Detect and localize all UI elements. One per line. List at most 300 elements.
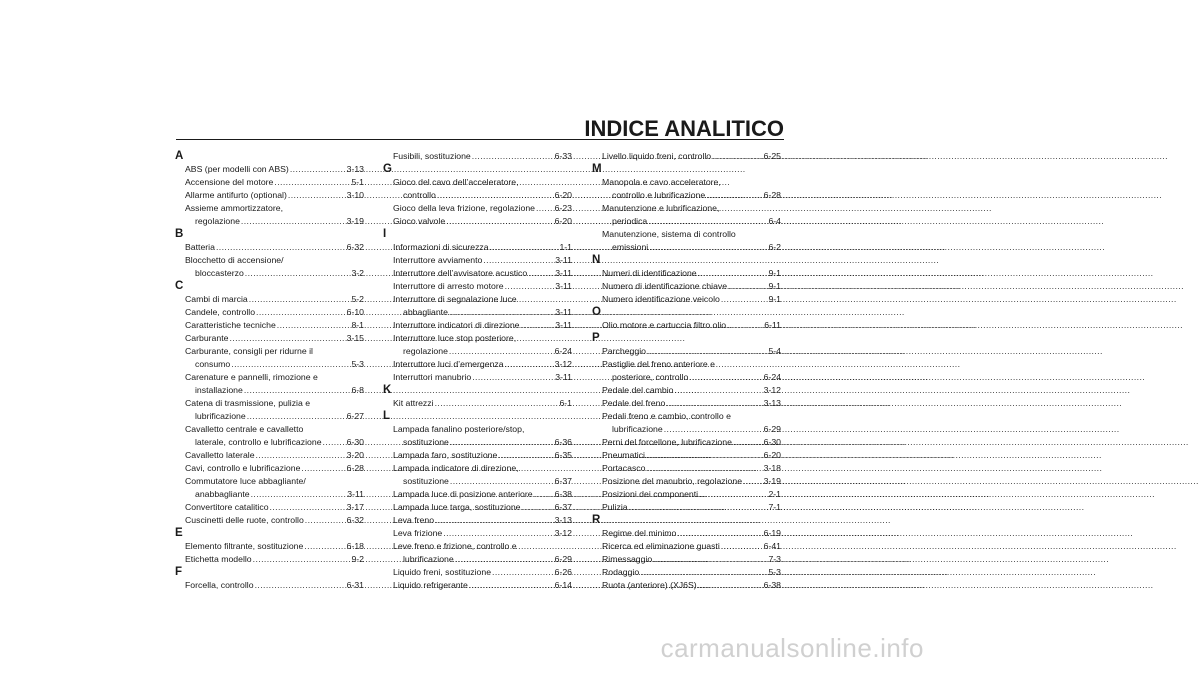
index-entry-line <box>602 553 781 566</box>
index-entry-line <box>393 436 572 449</box>
index-entry-text: Candele, controllo <box>185 307 256 317</box>
index-entry-text: installazione <box>195 385 243 395</box>
dot-leader <box>256 306 346 319</box>
index-entry <box>175 345 364 371</box>
index-entry-line <box>602 540 781 553</box>
index-entry <box>175 475 364 501</box>
index-entry-text: Cuscinetti delle ruote, controllo <box>185 515 304 525</box>
index-entry <box>175 176 364 189</box>
index-entry-text: Blocchetto di accensione/ <box>185 255 284 265</box>
index-entry-line <box>393 553 572 566</box>
index-column-3 <box>592 150 781 592</box>
index-entry-line <box>602 267 781 280</box>
index-entry-text: Interruttore dell’avvisatore acustico <box>393 268 528 278</box>
dot-leader <box>505 280 555 293</box>
index-page-number: 6-11 <box>764 320 781 330</box>
index-entry-line <box>602 202 781 215</box>
index-page-number: 6-20 <box>763 450 781 460</box>
index-entry-line <box>602 228 781 241</box>
index-page-number: 6-10 <box>346 307 364 317</box>
dot-leader <box>721 293 768 306</box>
index-page-number: 3-13 <box>346 164 364 174</box>
dot-leader <box>469 579 554 592</box>
dot-leader <box>274 176 350 189</box>
index-entry-line <box>602 215 781 228</box>
index-entry-text: abbagliante <box>403 307 448 317</box>
index-entry-line <box>185 254 364 267</box>
dot-leader <box>698 579 763 592</box>
index-page-number: 7-1 <box>768 502 781 512</box>
index-entry-text: Pneumatici <box>602 450 645 460</box>
index-entry-line <box>185 371 364 384</box>
dot-leader <box>727 319 763 332</box>
index-entry-text: Ricerca ed eliminazione guasti <box>602 541 720 551</box>
index-letter-heading: I <box>383 228 387 240</box>
index-entry-text: laterale, controllo e lubrificazione <box>195 437 322 447</box>
dot-leader <box>721 540 763 553</box>
index-entry-text: Etichetta modello <box>185 554 252 564</box>
index-entry <box>592 488 781 501</box>
index-entry-line <box>185 436 364 449</box>
dot-leader <box>253 553 351 566</box>
index-entry-line <box>393 241 572 254</box>
dot-leader <box>743 475 763 488</box>
index-letter-heading: M <box>592 163 602 175</box>
index-entry-line <box>185 462 364 475</box>
dot-leader <box>653 553 767 566</box>
index-entry-text: Commutatore luce abbagliante/ <box>185 476 306 486</box>
index-page-number: 3-18 <box>763 463 781 473</box>
index-entry <box>383 462 572 488</box>
index-entry <box>383 150 572 163</box>
index-letter-heading: E <box>175 527 183 539</box>
index-entry-text: Numero identificazione veicolo <box>602 294 720 304</box>
index-entry <box>175 189 364 202</box>
index-page-number: 6-1 <box>559 398 572 408</box>
dot-leader <box>505 358 554 371</box>
index-entry-text: Accensione del motore <box>185 177 274 187</box>
index-page-number: 6-29 <box>554 554 572 564</box>
index-page-number: 6-28 <box>346 463 364 473</box>
index-entry-line <box>393 345 572 358</box>
index-entry-text: ABS (per modelli con ABS) <box>185 164 289 174</box>
index-entry-text: Forcella, controllo <box>185 580 254 590</box>
index-entry-line <box>393 202 572 215</box>
index-letter-heading: K <box>383 384 392 396</box>
index-entry-text: Regime del minimo <box>602 528 677 538</box>
index-entry-line <box>393 488 572 501</box>
index-entry-line <box>602 566 781 579</box>
index-entry-text: Leva frizione <box>393 528 443 538</box>
index-entry-line <box>602 579 781 592</box>
index-entry-text: sostituzione <box>403 476 449 486</box>
index-entry-text: Ruota (anteriore) (XJ6S) <box>602 580 697 590</box>
index-entry-line <box>393 332 572 345</box>
index-entry-line <box>602 488 781 501</box>
index-entry-text: Carenature e pannelli, rimozione e <box>185 372 318 382</box>
index-entry-text: Liquido refrigerante <box>393 580 468 590</box>
index-entry-text: Lampada luce di posizione anteriore <box>393 489 533 499</box>
index-entry <box>383 358 572 371</box>
index-entry-text: Manutenzione e lubrificazione, <box>602 203 720 213</box>
index-entry <box>592 436 781 449</box>
index-page-number: 3-11 <box>555 307 572 317</box>
index-entry-text: Pedali freno e cambio, controllo e <box>602 411 731 421</box>
index-entry <box>175 540 364 553</box>
index-entry-text: lubrificazione <box>403 554 454 564</box>
index-entry-line <box>602 189 781 202</box>
index-page-number: 3-12 <box>763 385 781 395</box>
index-entry-line <box>602 475 781 488</box>
index-entry-line <box>393 397 572 410</box>
index-entry-text: Numero di identificazione chiave <box>602 281 728 291</box>
dot-leader <box>249 293 351 306</box>
index-entry-text: Gioco della leva frizione, regolazione <box>393 203 535 213</box>
index-page-number: 3-11 <box>555 281 572 291</box>
index-entry <box>175 319 364 332</box>
index-entry <box>592 293 781 306</box>
dot-leader <box>247 410 346 423</box>
index-entry <box>592 579 781 592</box>
index-entry-text: Pedale del freno <box>602 398 666 408</box>
dot-leader <box>437 189 554 202</box>
index-entry <box>383 267 572 280</box>
index-entry-text: Lampada luce targa, sostituzione <box>393 502 521 512</box>
index-entry-text: sostituzione <box>403 437 449 447</box>
index-entry-text: emissioni <box>612 242 649 252</box>
index-entry-text: Interruttore luce stop posteriore, <box>393 333 517 343</box>
index-entry <box>175 397 364 423</box>
index-entry-text: controllo e lubrificazione <box>612 190 706 200</box>
index-page-number: 3-13 <box>763 398 781 408</box>
dot-leader <box>646 449 763 462</box>
dot-leader <box>490 241 559 254</box>
index-entry-line <box>602 345 781 358</box>
index-page-number: 3-10 <box>346 190 364 200</box>
dot-leader <box>435 514 554 527</box>
index-entry-text: Rodaggio <box>602 567 640 577</box>
index-entry-text: Interruttore di segnalazione luce <box>393 294 517 304</box>
title-rule <box>176 139 784 140</box>
index-entry-line <box>185 293 364 306</box>
dot-leader <box>666 397 762 410</box>
index-entry-line <box>185 163 364 176</box>
dot-leader <box>536 202 554 215</box>
index-entry-text: Rimessaggio <box>602 554 653 564</box>
dot-leader <box>528 267 554 280</box>
index-entry <box>592 384 781 397</box>
index-entry <box>383 319 572 332</box>
index-entry-line <box>393 462 572 475</box>
index-entry-line <box>185 475 364 488</box>
index-entry-text: regolazione <box>403 346 448 356</box>
index-entry <box>383 397 572 410</box>
dot-leader <box>450 475 554 488</box>
index-entry-text: Interruttore luci d’emergenza <box>393 359 504 369</box>
index-entry-line <box>393 189 572 202</box>
index-entry-line <box>602 358 781 371</box>
index-entry-line <box>602 501 781 514</box>
index-entry-line <box>393 176 572 189</box>
index-entry <box>175 514 364 527</box>
index-entry <box>592 475 781 488</box>
index-entry <box>592 202 781 228</box>
dot-leader <box>305 514 346 527</box>
dot-leader <box>256 449 346 462</box>
index-page-number: 6-8 <box>351 385 364 395</box>
index-entry-line <box>185 345 364 358</box>
index-entry-line <box>393 319 572 332</box>
dot-leader <box>435 397 559 410</box>
index-entry <box>592 345 781 358</box>
index-entry <box>383 202 572 215</box>
dot-leader <box>290 163 346 176</box>
watermark: carmanualsonline.info <box>660 633 924 663</box>
index-entry-text: lubrificazione <box>195 411 246 421</box>
index-entry <box>383 280 572 293</box>
index-letter-heading: O <box>592 306 601 318</box>
index-entry-text: Interruttore di arresto motore <box>393 281 504 291</box>
index-entry <box>383 501 572 514</box>
index-entry-line <box>602 280 781 293</box>
index-entry <box>383 254 572 267</box>
index-entry-text: Manutenzione, sistema di controllo <box>602 229 736 239</box>
index-entry-line <box>185 397 364 410</box>
index-page-number: 2-1 <box>768 489 781 499</box>
index-entry-line <box>185 410 364 423</box>
index-entry-text: Gioco del cavo dell’acceleratore, <box>393 177 519 187</box>
index-entry-line <box>393 514 572 527</box>
index-page-number: 6-27 <box>346 411 364 421</box>
index-entry-text: Posizioni dei componenti <box>602 489 699 499</box>
index-entry-line <box>602 293 781 306</box>
index-entry-text: Interruttore avviamento <box>393 255 483 265</box>
dot-leader <box>492 566 554 579</box>
index-entry-text: consumo <box>195 359 231 369</box>
index-entry <box>592 397 781 410</box>
index-entry-line <box>185 358 364 371</box>
index-entry-line <box>393 280 572 293</box>
index-entry-line <box>185 202 364 215</box>
index-entry-text: Fusibili, sostituzione <box>393 151 471 161</box>
dot-leader <box>733 436 763 449</box>
index-page-number: 3-15 <box>346 333 364 343</box>
index-page-number: 6-30 <box>346 437 364 447</box>
index-page-number: 9-1 <box>768 281 781 291</box>
index-entry-line <box>602 449 781 462</box>
index-entry-text: Pastiglie del freno anteriore e <box>602 359 716 369</box>
index-entry-line <box>602 410 781 423</box>
index-entry <box>175 163 364 176</box>
dot-leader <box>498 449 553 462</box>
dot-leader <box>689 371 762 384</box>
index-entry-text: Kit attrezzi <box>393 398 434 408</box>
index-entry <box>175 371 364 397</box>
index-entry-line <box>185 553 364 566</box>
index-letter-heading: F <box>175 566 183 578</box>
index-entry-text: Pulizia <box>602 502 628 512</box>
index-page-number: 6-18 <box>346 541 364 551</box>
index-entry <box>383 514 572 527</box>
dot-leader <box>245 267 351 280</box>
index-entry-text: Manopola e cavo acceleratore, <box>602 177 721 187</box>
index-entry-line <box>185 449 364 462</box>
dot-leader <box>301 462 345 475</box>
index-page-number: 6-24 <box>554 346 572 356</box>
index-entry <box>383 332 572 358</box>
dot-leader <box>472 150 554 163</box>
index-page-number: 7-3 <box>768 554 781 564</box>
index-entry <box>592 176 781 202</box>
index-entry <box>383 540 572 566</box>
index-page-number: 6-29 <box>763 424 781 434</box>
index-page-number: 3-19 <box>346 216 364 226</box>
dot-leader <box>323 436 346 449</box>
index-entry <box>175 306 364 319</box>
index-entry-text: Convertitore catalitico <box>185 502 269 512</box>
index-letter-heading: P <box>592 332 600 344</box>
index-entry-text: bloccasterzo <box>195 268 244 278</box>
index-entry-text: Carburante <box>185 333 229 343</box>
index-entry-text: Leve freno e frizione, controllo e <box>393 541 517 551</box>
index-letter-heading: R <box>592 514 601 526</box>
dot-leader <box>472 371 554 384</box>
index-page-number: 6-37 <box>554 476 572 486</box>
index-page-number: 3-2 <box>351 268 364 278</box>
index-entry-line <box>602 423 781 436</box>
index-entry-text: periodica <box>612 216 648 226</box>
index-page-number: 3-11 <box>555 268 572 278</box>
index-entry <box>175 241 364 254</box>
index-entry <box>383 566 572 579</box>
index-entry-text: Parcheggio <box>602 346 646 356</box>
dot-leader <box>277 319 351 332</box>
index-entry-line <box>393 501 572 514</box>
index-entry <box>592 462 781 475</box>
dot-leader <box>304 540 345 553</box>
index-entry-line <box>393 475 572 488</box>
index-entry-line <box>602 241 781 254</box>
index-entry-text: Posizione del manubrio, regolazione <box>602 476 743 486</box>
index-entry-line <box>185 514 364 527</box>
index-entry-text: Elemento filtrante, sostituzione <box>185 541 304 551</box>
dot-leader <box>534 488 554 501</box>
dot-leader <box>255 579 346 592</box>
index-entry <box>383 449 572 462</box>
index-entry <box>592 527 781 540</box>
index-entry-text: Leva freno <box>393 515 435 525</box>
index-page-number: 5-3 <box>768 567 781 577</box>
index-entry-line <box>185 384 364 397</box>
index-page-number: 6-38 <box>763 580 781 590</box>
index-entry <box>592 319 781 332</box>
index-entry-line <box>393 215 572 228</box>
index-page-number: 5-2 <box>351 294 364 304</box>
index-page-number: 3-13 <box>554 515 572 525</box>
index-column-2 <box>383 150 572 592</box>
index-page-number: 3-17 <box>346 502 364 512</box>
index-entry-line <box>602 527 781 540</box>
index-entry-line <box>393 371 572 384</box>
index-page-number: 3-11 <box>555 255 572 265</box>
dot-leader <box>449 306 554 319</box>
index-entry <box>383 579 572 592</box>
index-page-number: 6-35 <box>554 450 572 460</box>
index-entry-line <box>602 371 781 384</box>
index-entry-line <box>185 306 364 319</box>
dot-leader <box>229 332 345 345</box>
dot-leader <box>674 384 762 397</box>
index-page-number: 9-2 <box>351 554 364 564</box>
index-entry-line <box>185 332 364 345</box>
index-page-number: 6-19 <box>763 528 781 538</box>
dot-leader <box>449 345 554 358</box>
index-entry <box>592 358 781 384</box>
index-entry <box>175 423 364 449</box>
index-page-number: 3-12 <box>554 359 572 369</box>
index-page-number: 3-20 <box>346 450 364 460</box>
page-title: INDICE ANALITICO <box>584 116 784 141</box>
index-entry-text: Informazioni di sicurezza <box>393 242 489 252</box>
dot-leader <box>241 215 346 228</box>
index-entry <box>592 566 781 579</box>
index-letter-heading: A <box>175 150 184 162</box>
index-entry-line <box>185 423 364 436</box>
index-entry-line <box>185 488 364 501</box>
dot-leader <box>649 241 767 254</box>
index-page-number: 8-1 <box>351 320 364 330</box>
index-entry <box>592 410 781 436</box>
index-page-number: 6-25 <box>763 151 781 161</box>
index-entry-line <box>185 215 364 228</box>
index-page-number: 6-37 <box>554 502 572 512</box>
index-page-number: 6-30 <box>763 437 781 447</box>
index-entry-text: Cambi di marcia <box>185 294 248 304</box>
index-entry-line <box>393 358 572 371</box>
index-entry-line <box>185 189 364 202</box>
index-entry-text: Cavi, controllo e lubrificazione <box>185 463 301 473</box>
index-entry-line <box>185 267 364 280</box>
dot-leader <box>647 345 767 358</box>
index-entry-text: Interruttore indicatori di direzione <box>393 320 520 330</box>
dot-leader <box>699 488 767 501</box>
index-page-number: 6-14 <box>554 580 572 590</box>
index-entry-text: Cavalletto centrale e cavalletto <box>185 424 304 434</box>
index-entry <box>175 501 364 514</box>
dot-leader <box>483 254 554 267</box>
dot-leader <box>664 423 763 436</box>
index-entry <box>592 280 781 293</box>
index-entry-text: Portacasco <box>602 463 646 473</box>
index-page-number: 3-11 <box>555 320 572 330</box>
index-entry <box>175 579 364 592</box>
index-entry-line <box>393 449 572 462</box>
index-entry-text: Interruttori manubrio <box>393 372 472 382</box>
dot-leader <box>216 241 346 254</box>
index-entry-text: Gioco valvole <box>393 216 446 226</box>
dot-leader <box>521 319 555 332</box>
dot-leader <box>446 215 553 228</box>
index-entry <box>175 332 364 345</box>
index-entry-text: Olio motore e cartuccia filtro olio <box>602 320 727 330</box>
index-entry-line <box>602 384 781 397</box>
index-page-number: 1-1 <box>559 242 572 252</box>
index-entry-text: Cavalletto laterale <box>185 450 255 460</box>
index-entry <box>592 553 781 566</box>
index-column-1 <box>175 150 364 592</box>
index-entry <box>383 293 572 319</box>
index-page-number: 6-23 <box>554 203 572 213</box>
